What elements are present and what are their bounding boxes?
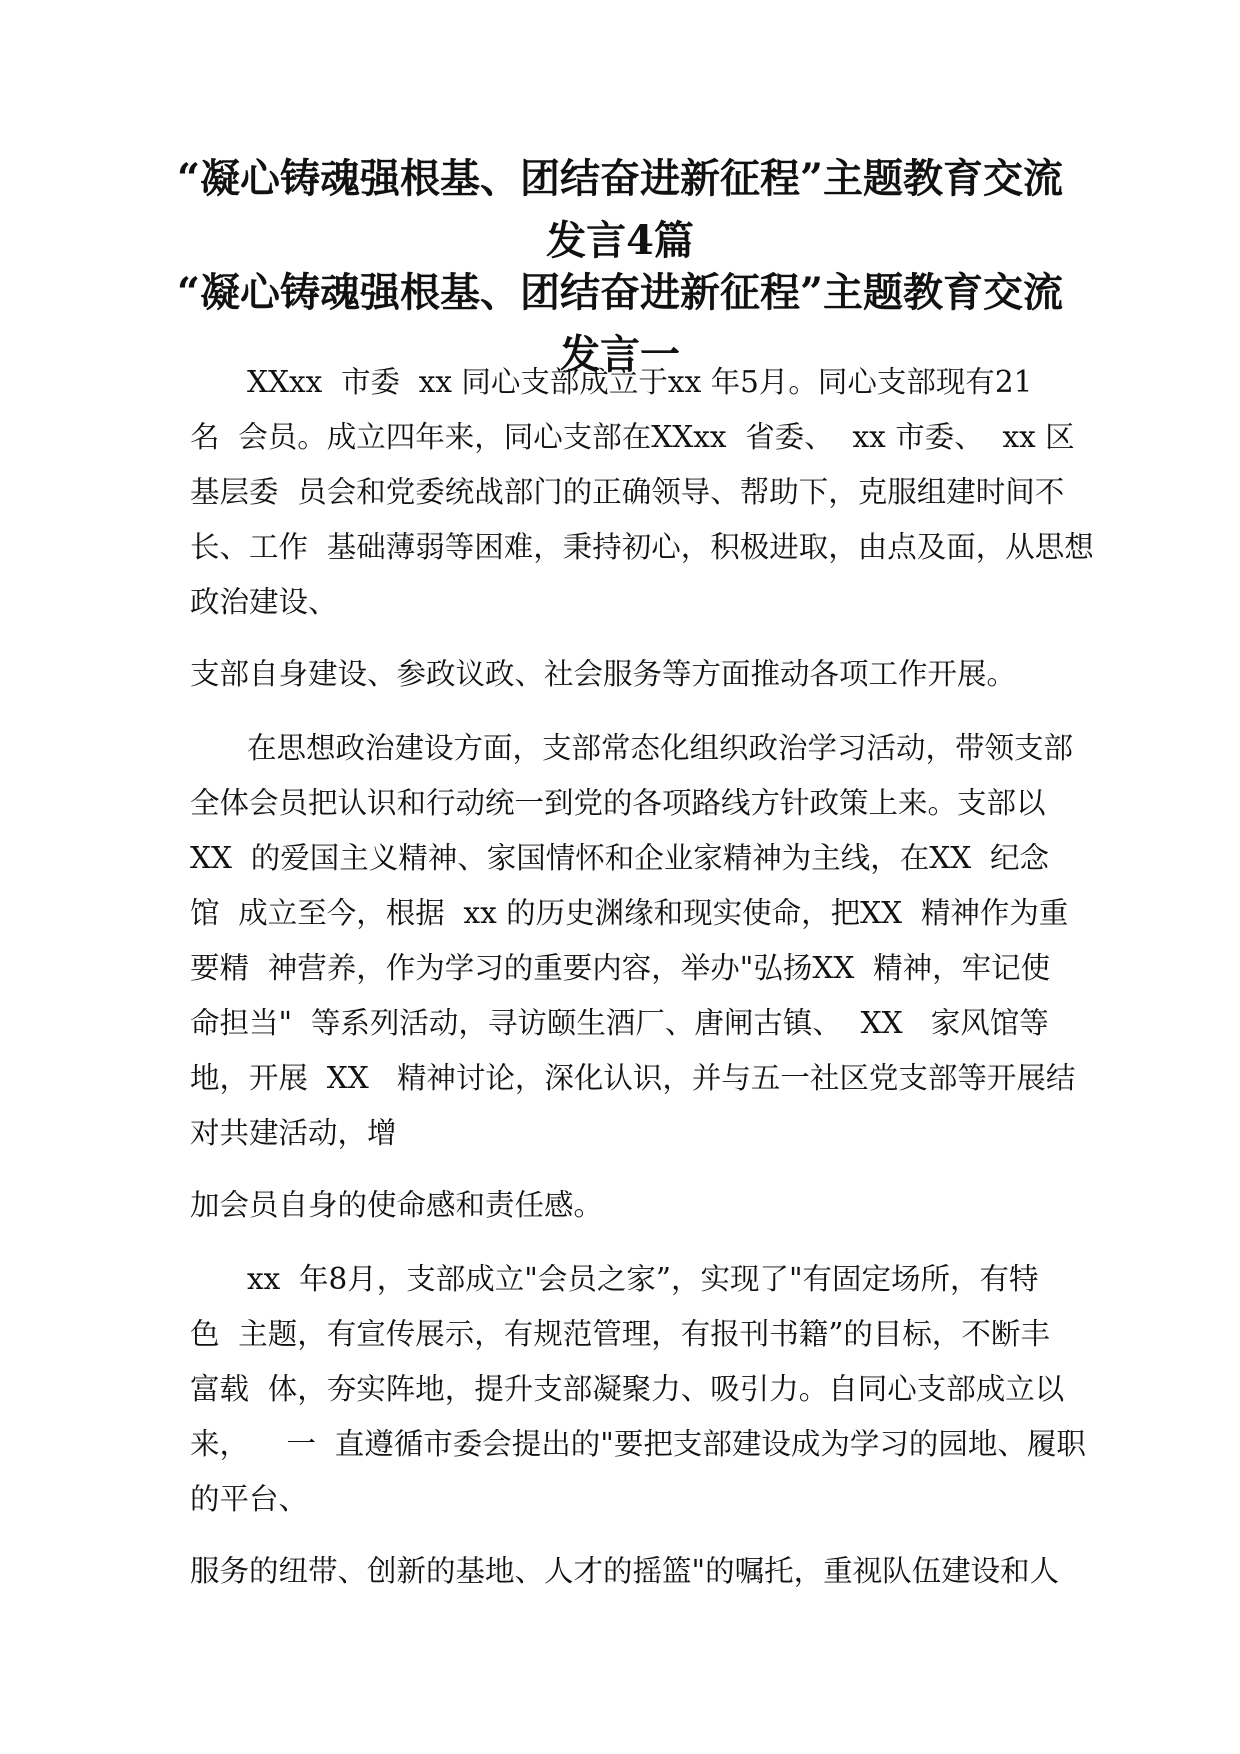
paragraph-line: 来， 一 直遵循市委会提出的"要把支部建设成为学习的园地、履职 — [190, 1427, 1086, 1461]
paragraph-line: 的平台、 — [190, 1482, 309, 1516]
paragraph-line: 全体会员把认识和行动统一到党的各项路线方针政策上来。支部以 — [190, 786, 1046, 820]
paragraph-line: XXxx 市委 xx 同心支部成立于xx 年5月。同心支部现有21 — [247, 365, 1033, 399]
paragraph-line: 加会员自身的使命感和责任感。 — [190, 1188, 604, 1222]
paragraph-line: 长、工作 基础薄弱等困难，秉持初心，积极进取，由点及面，从思想 — [190, 530, 1094, 564]
paragraph-line: 地，开展 XX 精神讨论，深化认识，并与五一社区党支部等开展结 — [190, 1061, 1076, 1095]
paragraph-line: 对共建活动，增 — [190, 1116, 397, 1150]
paragraph-line: xx 年8月，支部成立"会员之家”，实现了"有固定场所，有特 — [247, 1262, 1039, 1296]
paragraph-line: 政治建设、 — [190, 585, 338, 619]
paragraph-line: 基层委 员会和党委统战部门的正确领导、帮助下，克服组建时间不 — [190, 475, 1065, 509]
paragraph-line: 命担当" 等系列活动，寻访颐生酒厂、唐闸古镇、 XX 家风馆等 — [190, 1006, 1049, 1040]
paragraph-line: 在思想政治建设方面，支部常态化组织政治学习活动，带领支部 — [247, 731, 1074, 765]
paragraph-line: 服务的纽带、创新的基地、人才的摇篮"的嘱托，重视队伍建设和人 — [190, 1554, 1060, 1588]
paragraph-line: 名 会员。成立四年来，同心支部在XXxx 省委、 xx 市委、 xx 区 — [190, 420, 1075, 454]
section-title: “凝心铸魂强根基、团结奋进新征程”主题教育交流发言一 — [176, 269, 1063, 378]
paragraph-line: 要精 神营养，作为学习的重要内容，举办"弘扬XX 精神，牢记使 — [190, 951, 1051, 985]
paragraph-line: 富载 体，夯实阵地，提升支部凝聚力、吸引力。自同心支部成立以 — [190, 1372, 1065, 1406]
paragraph-line: 馆 成立至今，根据 xx 的历史渊缘和现实使命，把XX 精神作为重 — [190, 896, 1069, 930]
paragraph-line: 色 主题，有宣传展示，有规范管理，有报刊书籍”的目标，不断丰 — [190, 1317, 1050, 1351]
document-title: “凝心铸魂强根基、团结奋进新征程”主题教育交流发言4篇 — [176, 155, 1063, 264]
paragraph-line: XX 的爱国主义精神、家国情怀和企业家精神为主线，在XX 纪念 — [190, 841, 1050, 875]
paragraph-line: 支部自身建设、参政议政、社会服务等方面推动各项工作开展。 — [190, 657, 1017, 691]
